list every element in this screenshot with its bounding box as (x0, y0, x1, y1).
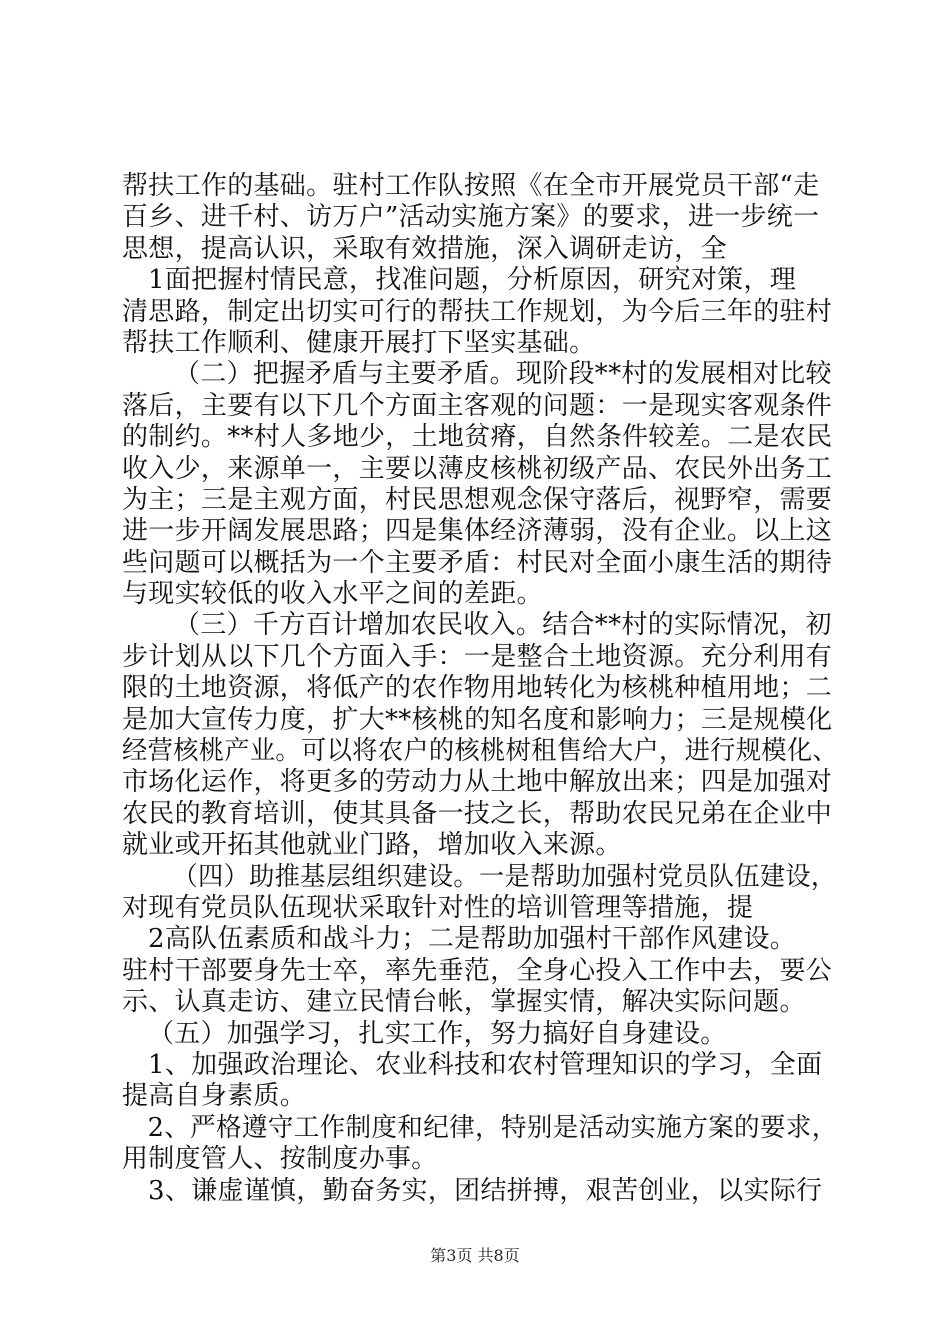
text-line: 为主；三是主观方面，村民思想观念保守落后，视野窄，需要 (122, 484, 833, 515)
text-line: 对现有党员队伍现状采取针对性的培训管理等措施，提 (122, 892, 754, 923)
page-footer: 第3页 共8页 (430, 1246, 520, 1265)
text-line: 限的土地资源，将低产的农作物用地转化为核桃种植用地；二 (122, 673, 833, 704)
text-line: 的制约。**村人多地少，土地贫瘠，自然条件较差。二是农民 (122, 422, 833, 453)
text-line: 提高自身素质。 (122, 1081, 307, 1112)
text-line: 清思路，制定出切实可行的帮扶工作规划，为今后三年的驻村 (122, 296, 833, 327)
text-line: 市场化运作，将更多的劳动力从土地中解放出来；四是加强对 (122, 767, 833, 798)
text-line: 2、严格遵守工作制度和纪律，特别是活动实施方案的要求， (147, 1112, 838, 1143)
text-line: 思想，提高认识，采取有效措施，深入调研走访，全 (122, 233, 727, 264)
text-line: 就业或开拓其他就业门路，增加收入来源。 (122, 830, 622, 861)
text-line: 驻村干部要身先士卒，率先垂范，全身心投入工作中去，要公 (122, 955, 833, 986)
text-line: （五）加强学习，扎实工作，努力搞好自身建设。 (148, 1018, 727, 1049)
text-line: 进一步开阔发展思路；四是集体经济薄弱，没有企业。以上这 (122, 516, 833, 547)
text-line: （四）助推基层组织建设。一是帮助加强村党员队伍建设， (172, 861, 837, 892)
text-line: 用制度管人、按制度办事。 (122, 1144, 438, 1175)
text-line: 示、认真走访、建立民情台帐，掌握实情，解决实际问题。 (122, 987, 806, 1018)
text-line: 1、加强政治理论、农业科技和农村管理知识的学习，全面 (148, 1049, 823, 1080)
text-line: 农民的教育培训，使其具备一技之长，帮助农民兄弟在企业中 (122, 798, 833, 829)
text-line: 帮扶工作的基础。驻村工作队按照《在全市开展党员干部“走 (122, 171, 820, 201)
text-line: 百乡、进千村、访万户”活动实施方案》的要求，进一步统一 (122, 202, 820, 233)
text-line: （二）把握矛盾与主要矛盾。现阶段**村的发展相对比较 (174, 359, 832, 390)
text-line: 落后，主要有以下几个方面主客观的问题：一是现实客观条件 (122, 390, 833, 421)
text-line: （三）千方百计增加农民收入。结合**村的实际情况，初 (174, 610, 832, 641)
text-line: 3、谦虚谨慎，勤奋务实，团结拼搏，艰苦创业，以实际行 (148, 1175, 823, 1206)
text-line: 些问题可以概括为一个主要矛盾：村民对全面小康生活的期待 (122, 547, 833, 578)
text-line: 帮扶工作顺利、健康开展打下坚实基础。 (122, 327, 596, 358)
text-line: 收入少，来源单一，主要以薄皮核桃初级产品、农民外出务工 (122, 453, 833, 484)
text-line: 是加大宣传力度，扩大**核桃的知名度和影响力；三是规模化 (122, 704, 833, 735)
text-line: 与现实较低的收入水平之间的差距。 (122, 579, 543, 610)
text-line: 1面把握村情民意，找准问题，分析原因，研究对策，理 (148, 265, 797, 296)
text-line: 2高队伍素质和战斗力；二是帮助加强村干部作风建设。 (148, 924, 797, 955)
text-line: 步计划从以下几个方面入手：一是整合土地资源。充分利用有 (122, 641, 833, 672)
document-body (122, 171, 838, 1207)
text-line: 经营核桃产业。可以将农户的核桃树租售给大户，进行规模化、 (122, 736, 839, 767)
